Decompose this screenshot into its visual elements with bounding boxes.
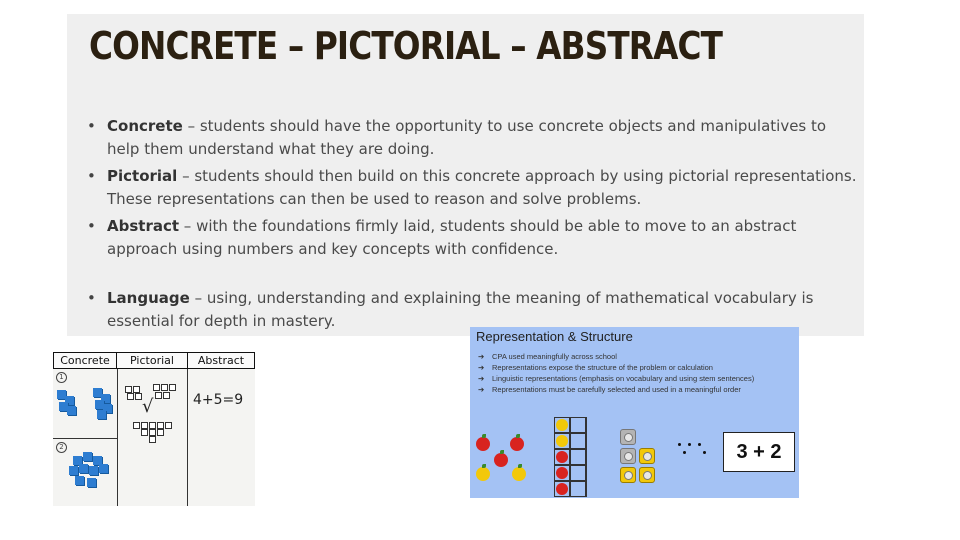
header-abstract: Abstract [187,352,255,369]
drawn-square [125,386,132,393]
frame-cell [570,417,586,433]
drawn-square [163,392,170,399]
red-apple-icon [510,437,524,451]
cube [75,476,84,485]
dot-pattern-pip [683,451,686,454]
drawn-square [155,392,162,399]
cube [99,464,108,473]
row-divider [53,438,117,439]
drawn-square [141,429,148,436]
drawn-square [149,422,156,429]
yellow-block [620,467,636,483]
slide-point-text: Representations must be carefully selected and used in a meaningful order [492,385,741,394]
drawn-square [141,422,148,429]
dot-pattern-pip [678,443,681,446]
cube [67,406,76,415]
cpa-table-photo [53,352,255,506]
red-apple-icon [494,453,508,467]
bullet-text: – with the foundations firmly laid, students should be able to move to an abstract approach using numbers and key concepts with confidence. [107,217,797,258]
drawn-square [157,429,164,436]
drawn-square [135,393,142,400]
grey-block [620,429,636,445]
row-mark-2: 2 [56,442,67,453]
bullet-term: Pictorial [107,167,178,185]
representation-slide [470,327,799,498]
yellow-block [639,448,655,464]
drawn-square [169,384,176,391]
drawn-square [149,429,156,436]
grey-block [620,448,636,464]
drawn-square [165,422,172,429]
yellow-apple-icon [512,467,526,481]
yellow-counter [556,419,568,431]
frame-cell [570,449,586,465]
slide-point [476,351,794,362]
cube [69,466,78,475]
bullet-term: Concrete [107,117,183,135]
row-mark-1: 1 [56,372,67,383]
column-divider [117,369,118,506]
red-counter [556,467,568,479]
frame-cell [570,481,586,497]
drawn-square [157,422,164,429]
cube [83,452,92,461]
header-concrete: Concrete [53,352,117,369]
bullet-dot-icon: • [87,117,96,135]
block-stud [624,471,633,480]
drawn-square [127,393,134,400]
dot-pattern-pip [688,443,691,446]
slide-point-text: Linguistic representations (emphasis on vocabulary and using stem sentences) [492,374,755,383]
block-stud [624,433,633,442]
cpa-bullet-list [87,115,857,337]
bullet-term: Abstract [107,217,180,235]
yellow-block [639,467,655,483]
header-pictorial: Pictorial [116,352,188,369]
drawn-square [149,436,156,443]
cube [79,464,88,473]
arrow-icon: ➔ [478,352,485,361]
block-stud [643,452,652,461]
slide-point [476,362,794,373]
drawn-square [153,384,160,391]
dot-pattern-pip [703,451,706,454]
frame-cell [570,465,586,481]
cube [87,478,96,487]
slide-point-text: CPA used meaningfully across school [492,352,617,361]
frame-cell [570,433,586,449]
block-stud [624,452,633,461]
drawn-square [133,386,140,393]
bullet-text: – using, understanding and explaining the meaning of mathematical vocabulary is essential for depth in mastery. [107,289,814,330]
cpa-panel [67,14,864,336]
slide-point [476,373,794,384]
page-title: CONCRETE – PICTORIAL – ABSTRACT [89,24,723,68]
red-counter [556,451,568,463]
arrow-icon: ➔ [478,385,485,394]
expression-card: 3 + 2 [723,432,795,472]
arrow-icon: ➔ [478,363,485,372]
drawn-square [161,384,168,391]
slide-point-text: Representations expose the structure of the problem or calculation [492,363,713,372]
dot-pattern-pip [698,443,701,446]
bullet-dot-icon: • [87,289,96,307]
bullet-dot-icon: • [87,167,96,185]
bullet-concrete [87,115,857,161]
abstract-equation: 4+5=9 [193,392,244,408]
column-divider [187,369,188,506]
cube [97,410,106,419]
arrow-icon: ➔ [478,374,485,383]
yellow-counter [556,435,568,447]
yellow-apple-icon [476,467,490,481]
checkmark-icon: √ [142,396,154,417]
slide-title: Representation & Structure [476,329,633,344]
bullet-term: Language [107,289,190,307]
bullet-pictorial [87,165,857,211]
drawn-square [133,422,140,429]
bullet-abstract [87,215,857,261]
bullet-text: – students should have the opportunity to use concrete objects and manipulatives to help them understand what they are doing. [107,117,827,158]
bullet-dot-icon: • [87,217,96,235]
slide-points [476,351,794,395]
red-apple-icon [476,437,490,451]
block-stud [643,471,652,480]
red-counter [556,483,568,495]
cube [89,466,98,475]
slide-point [476,384,794,395]
bullet-text: – students should then build on this concrete approach by using pictorial representations. These representations can then be used to reason and solve problems. [107,167,857,208]
